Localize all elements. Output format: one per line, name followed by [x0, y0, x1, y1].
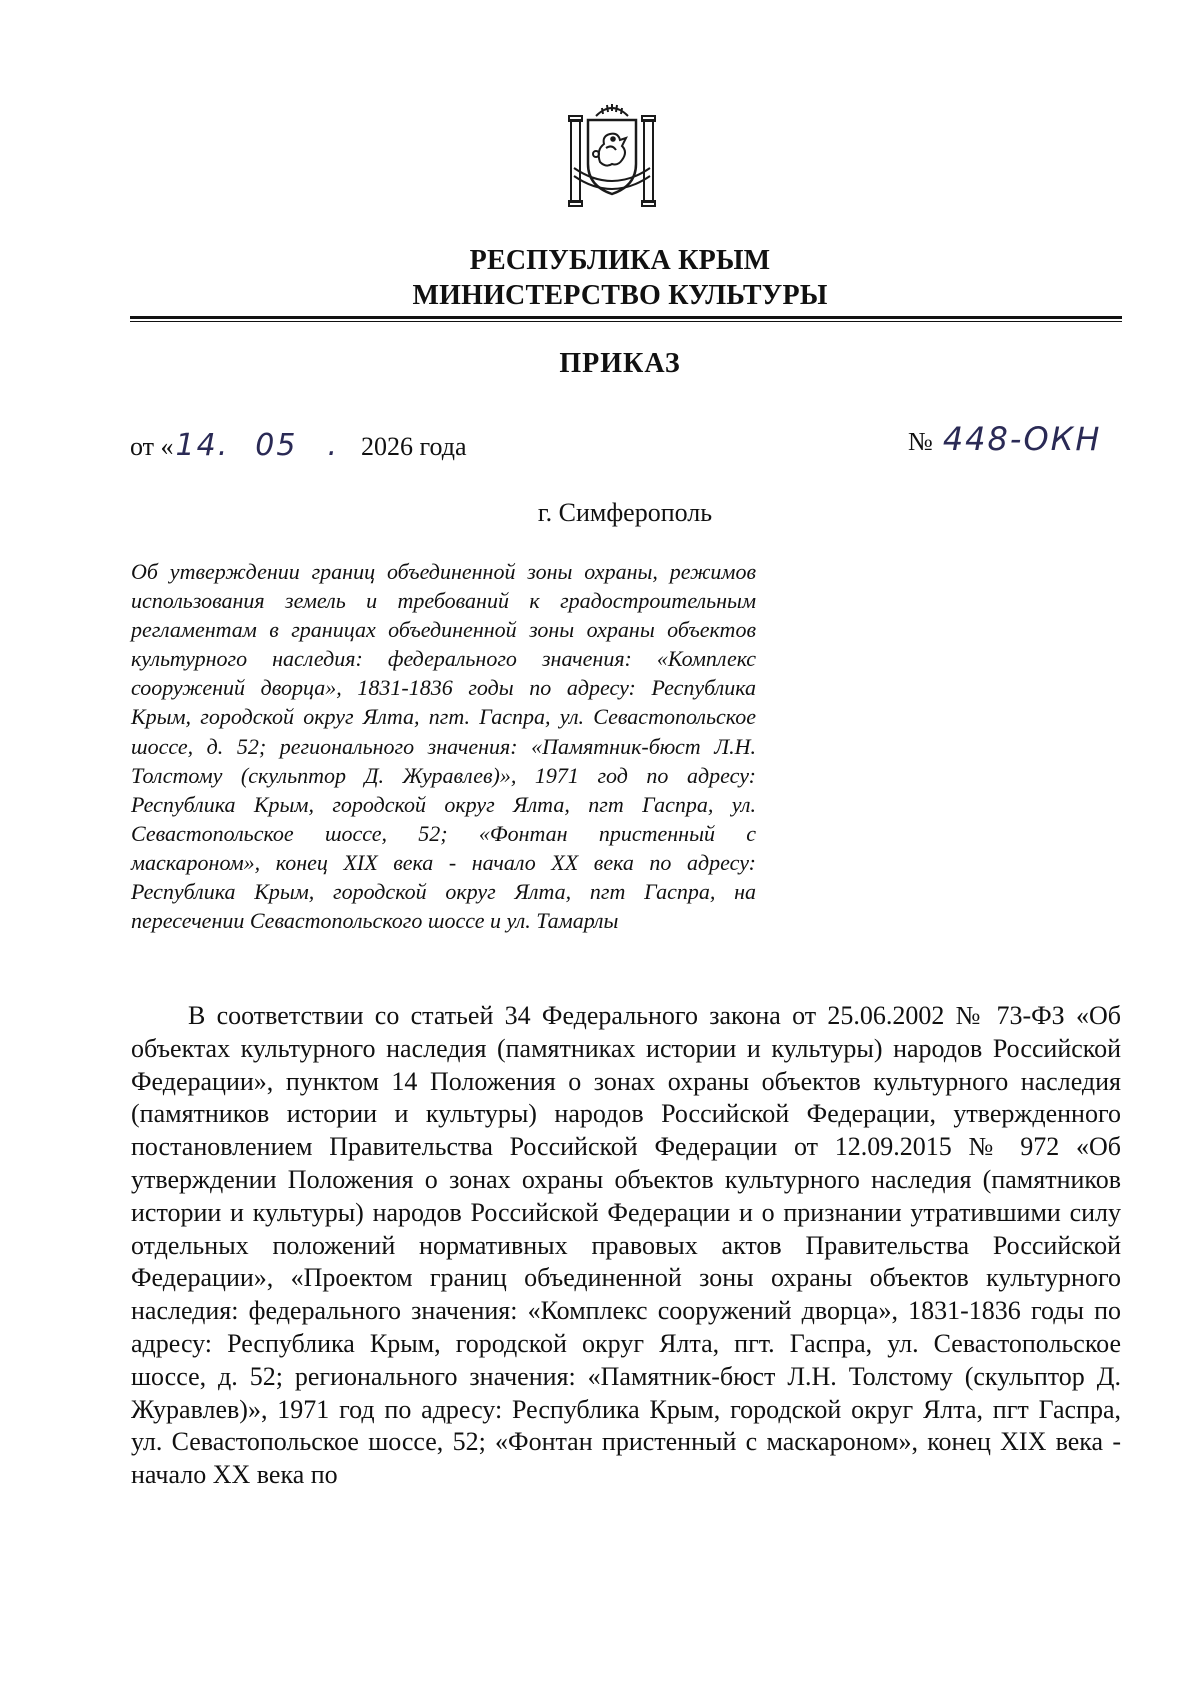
ministry-name: МИНИСТЕРСТВО КУЛЬТУРЫ: [412, 280, 828, 311]
city: г. Симферополь: [537, 498, 713, 527]
header-divider: [130, 316, 1122, 322]
order-subject: Об утверждении границ объединенной зоны охраны, режимов использования земель и требований к градостроительным регламентам в границах объединенной зоны охраны объектов культурного наследия: федерального значения: «Комплекс сооружений дворца», 1831-1836 годы по адресу: Республика Крым, городской округ Ялта, пгт. Гаспра, ул. Севастопольское шоссе, д. 52; регионального значения: «Памятник-бюст Л.Н. Толстому (скульптор Д. Журавлев)», 1971 год по адресу: Республика Крым, городской округ Ялта, пгт Гаспра, ул. Севастопольское шоссе, 52; «Фонтан пристенный с маскароном», конец XIX века - начало XX века по адресу: Республика Крым, городской округ Ялта, пгт Гаспра, на пересечении Севастопольского шоссе и ул. Тамарлы: [131, 559, 756, 934]
order-body: В соответствии со статьей 34 Федерального закона от 25.06.2002 № 73-ФЗ «Об объектах культурного наследия (памятниках истории и культуры) народов Российской Федерации», пунктом 14 Положения о зонах охраны объектов культурного наследия (памятников истории и культуры) народов Российской Федерации, утвержденного постановлением Правительства Российской Федерации от 12.09.2015 № 972 «Об утверждении Положения о зонах охраны объектов культурного наследия (памятников истории и культуры) народов Российской Федерации и о признании утратившими силу отдельных положений нормативных правовых актов Правительства Российской Федерации», «Проектом границ объединенной зоны охраны объектов культурного наследия: федерального значения: «Комплекс сооружений дворца», 1831-1836 годы по адресу: Республика Крым, городской округ Ялта, пгт. Гаспра, ул. Севастопольское шоссе, д. 52; регионального значения: «Памятник-бюст Л.Н. Толстому (скульптор Д. Журавлев)», 1971 год по адресу: Республика Крым, городской округ Ялта, пгт Гаспра, ул. Севастопольское шоссе, 52; «Фонтан пристенный с маскароном», конец XIX века - начало XX века по: [131, 1001, 1121, 1490]
date-separator: .: [217, 428, 230, 463]
date-year: 2026 года: [361, 432, 467, 461]
coat-of-arms-icon: [566, 98, 658, 210]
number-label: №: [908, 427, 933, 456]
number-value-handwritten: 448-ОКН: [942, 420, 1102, 458]
order-date: [130, 428, 467, 463]
order-number: [908, 420, 1101, 458]
republic-name: РЕСПУБЛИКА КРЫМ: [469, 245, 771, 276]
date-closing: .: [327, 428, 339, 463]
date-prefix: от «: [130, 432, 174, 461]
order-title: ПРИКАЗ: [559, 348, 681, 379]
date-day-handwritten: 14: [175, 428, 218, 463]
date-month-handwritten: 05: [255, 428, 298, 463]
